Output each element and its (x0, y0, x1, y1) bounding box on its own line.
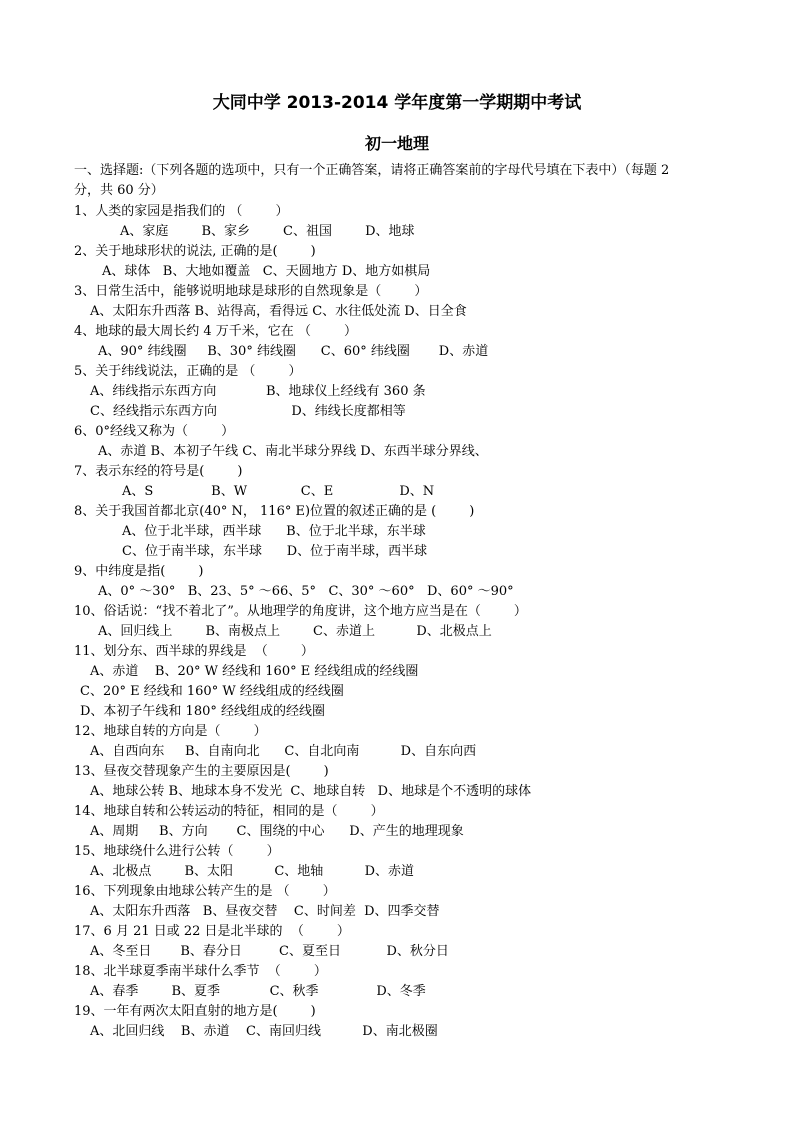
question-line: A、S B、W C、E D、N (122, 484, 435, 499)
question-line: D、本初子午线和 180° 经线组成的经线圈 (80, 704, 326, 719)
question-line: 3、日常生活中，能够说明地球是球形的自然现象是（ ） (74, 284, 428, 299)
question-line: C、经线指示东西方向 D、纬线长度都相等 (90, 404, 406, 419)
question-line: A、90° 纬线圈 B、30° 纬线圈 C、60° 纬线圈 D、赤道 (98, 344, 489, 359)
question-line: 11、划分东、西半球的界线是 （ ） (74, 644, 314, 659)
question-line: 分，共 60 分） (74, 183, 164, 198)
exam-title: 大同中学 2013-2014 学年度第一学期期中考试 (212, 93, 582, 113)
question-line: C、位于南半球，东半球 D、位于南半球，西半球 (122, 544, 428, 559)
question-line: 19、一年有两次太阳直射的地方是( ) (74, 1004, 316, 1019)
question-line: A、球体 B、大地如覆盖 C、天圆地方 D、地方如棋局 (102, 264, 431, 279)
question-line: A、周期 B、方向 C、围绕的中心 D、产生的地理现象 (90, 824, 464, 839)
question-line: A、北极点 B、太阳 C、地轴 D、赤道 (90, 864, 415, 879)
question-line: 16、下列现象由地球公转产生的是 （ ） (74, 884, 336, 899)
question-line: 2、关于地球形状的说法, 正确的是( ) (74, 244, 316, 259)
question-line: A、冬至日 B、春分日 C、夏至日 D、秋分日 (90, 944, 449, 959)
question-line: 14、地球自转和公转运动的特征，相同的是（ ） (74, 804, 384, 819)
question-line: 6、0°经线又称为（ ） (74, 424, 235, 439)
question-line: A、家庭 B、家乡 C、祖国 D、地球 (120, 224, 415, 239)
question-line: A、回归线上 B、南极点上 C、赤道上 D、北极点上 (98, 624, 492, 639)
question-line: A、太阳东升西落 B、昼夜交替 C、时间差 D、四季交替 (90, 904, 440, 919)
question-line: 5、关于纬线说法，正确的是 （ ） (74, 364, 302, 379)
question-line: A、太阳东升西落 B、站得高，看得远 C、水往低处流 D、日全食 (90, 304, 467, 319)
exam-subject: 初一地理 (364, 134, 429, 153)
question-line: 一、选择题:（下列各题的选项中，只有一个正确答案，请将正确答案前的字母代号填在下表中）（每题 2 (74, 163, 670, 178)
question-line: A、赤道 B、20° W 经线和 160° E 经线组成的经线圈 (90, 664, 419, 679)
question-line: 13、昼夜交替现象产生的主要原因是( ) (74, 764, 329, 779)
question-line: A、赤道 B、本初子午线 C、南北半球分界线 D、东西半球分界线、 (98, 444, 488, 459)
question-line: A、北回归线 B、赤道 C、南回归线 D、南北极圈 (90, 1024, 438, 1039)
question-line: 10、俗话说：“找不着北了”。从地理学的角度讲，这个地方应当是在（ ） (74, 604, 527, 619)
question-line: 18、北半球夏季南半球什么季节 （ ） (74, 964, 327, 979)
question-line: A、春季 B、夏季 C、秋季 D、冬季 (90, 984, 426, 999)
question-line: 4、地球的最大周长约 4 万千米，它在 （ ） (74, 324, 357, 339)
question-line: A、地球公转 B、地球本身不发光 C、地球自转 D、地球是个不透明的球体 (90, 784, 532, 799)
question-line: 8、关于我国首都北京(40° N， 116° E)位置的叙述正确的是 ( ) (74, 504, 475, 519)
question-line: 1、人类的家园是指我们的 （ ） (74, 204, 289, 219)
question-line: 17、6 月 21 日或 22 日是北半球的 （ ） (74, 924, 350, 939)
question-line: A、0° ～30° B、23、5° ～66、5° C、30° ～60° D、60° ～90° (98, 584, 514, 599)
question-line: A、位于北半球，西半球 B、位于北半球，东半球 (122, 524, 426, 539)
question-line: 15、地球绕什么进行公转（ ） (74, 844, 280, 859)
question-line: 9、中纬度是指( ) (74, 564, 204, 579)
question-line: 12、地球自转的方向是（ ） (74, 724, 267, 739)
question-line: 7、表示东经的符号是( ) (74, 464, 243, 479)
question-line: A、纬线指示东西方向 B、地球仪上经线有 360 条 (90, 384, 426, 399)
question-line: C、20° E 经线和 160° W 经线组成的经线圈 (80, 684, 344, 699)
question-line: A、自西向东 B、自南向北 C、自北向南 D、自东向西 (90, 744, 477, 759)
